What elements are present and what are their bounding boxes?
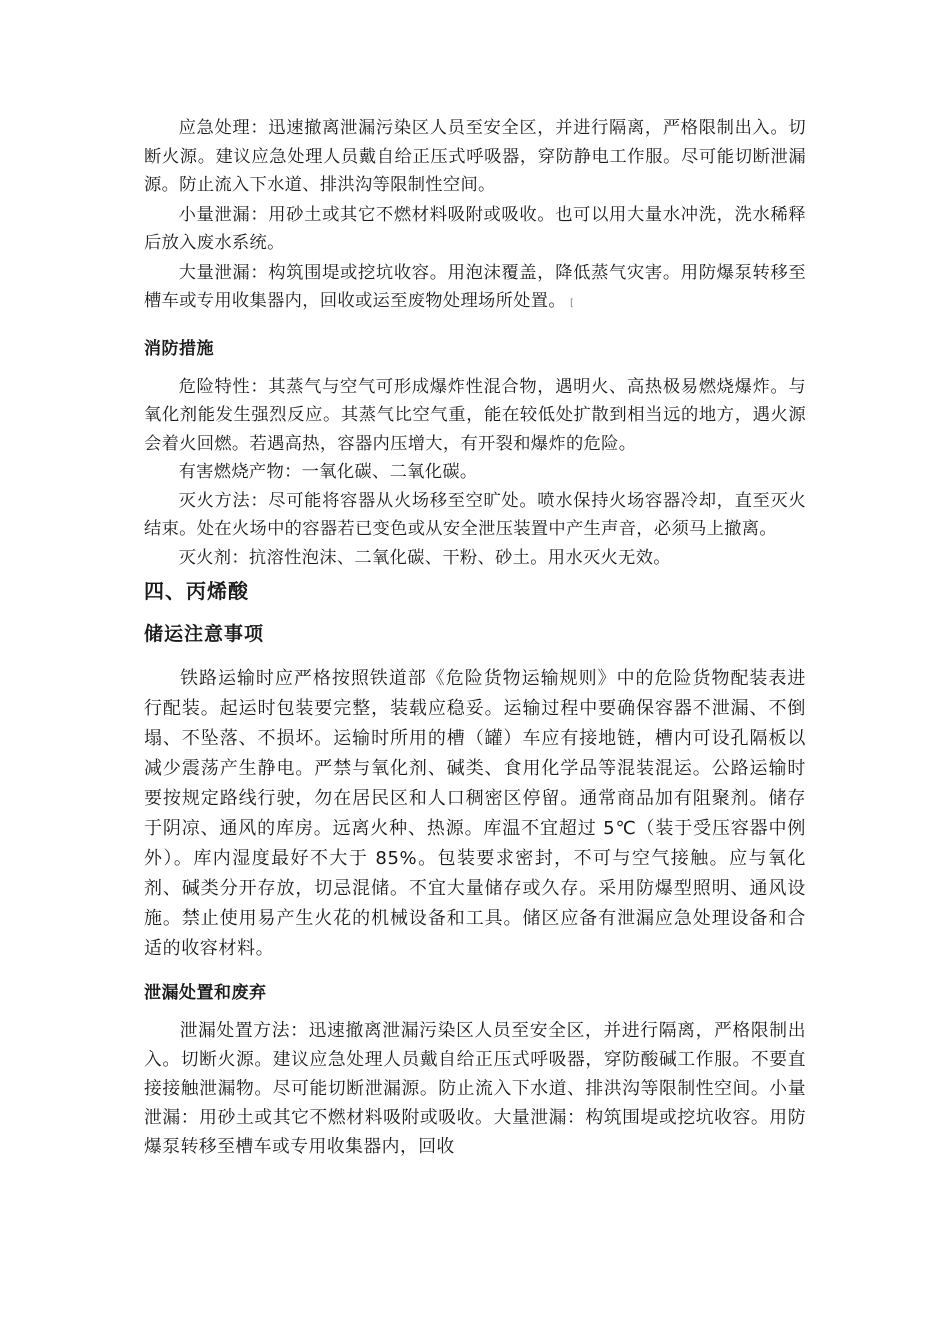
storage-heading: 储运注意事项 xyxy=(144,623,265,645)
leak-paragraph: 泄漏处置方法：迅速撤离泄漏污染区人员至安全区，并进行隔离，严格限制出入。切断火源。建议应急处理人员戴自给正压式呼吸器，穿防酸碱工作服。不要直接接触泄漏物。尽可能切断泄漏源。防止流入下水道、排洪沟等限制性空间。小量泄漏：用砂土或其它不燃材料吸附或吸收。大量泄漏：构筑围堤或挖坑收容。用防爆泵转移至槽车或专用收集器内，回收 xyxy=(144,1020,806,1157)
emergency-paragraph: 应急处理：迅速撤离泄漏污染区人员至安全区，并进行隔离，严格限制出入。切断火源。建议应急处理人员戴自给正压式呼吸器，穿防静电工作服。尽可能切断泄漏源。防止流入下水道、排洪沟等限制性空间。 xyxy=(144,118,806,195)
document-page xyxy=(144,114,806,1161)
edit-mark: [ xyxy=(569,298,575,309)
hazard-paragraph: 危险特性：其蒸气与空气可形成爆炸性混合物，遇明火、高热极易燃烧爆炸。与氧化剂能发生强烈反应。其蒸气比空气重，能在较低处扩散到相当远的地方，遇火源会着火回燃。若遇高热，容器内压增大，有开裂和爆炸的危险。 xyxy=(144,376,806,454)
extinguish-method-paragraph: 灭火方法：尽可能将容器从火场移至空旷处。喷水保持火场容器冷却，直至灭火结束。处在火场中的容器若已变色或从安全泄压装置中产生声音，必须马上撤离。 xyxy=(144,490,806,539)
chapter-title: 四、丙烯酸 xyxy=(144,579,249,603)
extinguishing-agent-paragraph: 灭火剂：抗溶性泡沫、二氧化碳、干粉、砂土。用水灭火无效。 xyxy=(178,547,671,568)
storage-paragraph: 铁路运输时应严格按照铁道部《危险货物运输规则》中的危险货物配装表进行配装。起运时包装要完整，装载应稳妥。运输过程中要确保容器不泄漏、不倒塌、不坠落、不损坏。运输时所用的槽（罐）车应有接地链，槽内可设孔隔板以减少震荡产生静电。严禁与氧化剂、碱类、食用化学品等混装混运。公路运输时要按规定路线行驶，勿在居民区和人口稠密区停留。通常商品加有阻聚剂。储存于阴凉、通风的库房。远离火种、热源。库温不宜超过 5℃（装于受压容器中例外）。库内湿度最好不大于 85%。包装要求密封，不可与空气接触。应与氧化剂、碱类分开存放，切忌混储。不宜大量储存或久存。采用防爆型照明、通风设施。禁止使用易产生火花的机械设备和工具。储区应备有泄漏应急处理设备和合适的收容材料。 xyxy=(144,668,806,959)
small-leak-paragraph: 小量泄漏：用砂土或其它不燃材料吸附或吸收。也可以用大量水冲洗，洗水稀释后放入废水系统。 xyxy=(144,204,806,253)
leak-heading: 泄漏处置和废弃 xyxy=(144,983,267,1003)
large-leak-text: 大量泄漏：构筑围堤或挖坑收容。用泡沫覆盖，降低蒸气灾害。用防爆泵转移至槽车或专用收集器内，回收或运至废物处理场所处置。 xyxy=(144,262,806,311)
large-leak-paragraph xyxy=(144,259,806,319)
combustion-products-paragraph: 有害燃烧产物：一氧化碳、二氧化碳。 xyxy=(178,462,478,482)
fire-heading: 消防措施 xyxy=(144,338,214,359)
